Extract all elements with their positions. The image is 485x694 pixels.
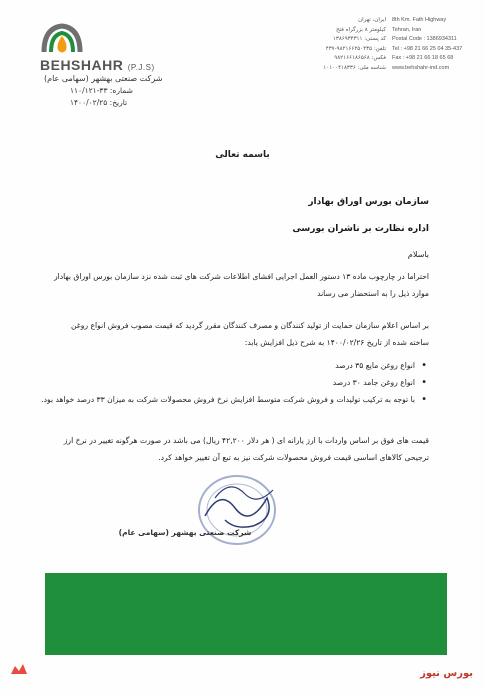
watermark-logo-icon bbox=[9, 662, 29, 676]
invocation: باسمه تعالی bbox=[215, 150, 270, 160]
addressee-org: سازمان بورس اوراق بهادار bbox=[308, 197, 429, 207]
behshahr-logo-icon bbox=[40, 22, 84, 56]
price-increase-list bbox=[35, 357, 429, 408]
watermark-text: بورس نیوز bbox=[420, 668, 473, 679]
paragraph-announcement: بر اساس اعلام سازمان حمایت از تولید کنندگان و مصرف کنندگان مقرر گردید که قیمت مصوب فروش انواع روغن ساخته شده از تاریخ ۱۴۰۰/۰۲/۲۶ به شرح ذیل افزایش یابد: bbox=[71, 321, 429, 347]
letter-date: تاریخ: ۱۴۰۰/۰۲/۲۵ bbox=[70, 98, 128, 107]
list-item: • انواع روغن مایع ۳۵ درصد bbox=[35, 357, 415, 374]
letter-number: شماره: ۳۳-۱۱۰/۱۲۱ bbox=[70, 86, 133, 95]
list-item: • انواع روغن جامد ۳۰ درصد bbox=[35, 374, 415, 391]
paragraph-note: قیمت های فوق بر اساس واردات با ارز یارانه ای ( هر دلار ۴۲,۲۰۰ ریال) می باشد در صورت هرگونه تغییر در نرخ ارز ترجیحی کالاهای اساسی قیمت فروش محصولات شرکت نیز به تبع آن تغییر خواهد کرد. bbox=[63, 436, 429, 462]
greeting: باسلام bbox=[407, 250, 429, 259]
list-item: • با توجه به ترکیب تولیدات و فروش شرکت متوسط افزایش نرخ فروش محصولات شرکت به میزان ۳۳ درصد خواهد بود. bbox=[35, 391, 415, 408]
contact-info-en: 8th Km. Fath Highway Tehran, Iran Postal Code : 1386934311 Tel : +98 21 66 25 04 35-437 Fax : +98 21 66 18 65 68 www.behshahr-ind.com bbox=[392, 17, 463, 71]
signature-company: شرکت صنعتی بهشهر (سهامی عام) bbox=[118, 528, 252, 537]
addressee-dept: اداره نظارت بر ناشران بورسی bbox=[292, 224, 429, 234]
paragraph-intro: احتراما در چارچوب ماده ۱۳ دستور العمل اجرایی افشای اطلاعات شرکت های ثبت شده نزد سازمان بورس اوراق بهادار موارد ذیل را به استحضار می رساند bbox=[53, 272, 429, 298]
brand-name: BEHSHAHR (P.J.S) bbox=[40, 57, 155, 73]
brand-name-fa: شرکت صنعتی بهشهر (سهامی عام) bbox=[44, 74, 163, 83]
redacted-green-block bbox=[45, 573, 447, 655]
contact-info-fa: ایران، تهران کیلومتر ۸ بزرگراه فتح کد پستی: ۱۳۸۶۹۳۴۳۱۱ تلفن: ۹۸۲۱۶۶۲۵۰۴۳۵-۴۳۷ فکس: ۹۸۲۱۶۶۱۸۶۵۶۸ شناسه ملی: ۱۰۱۰۰۴۱۸۳۳۶ bbox=[323, 17, 386, 71]
